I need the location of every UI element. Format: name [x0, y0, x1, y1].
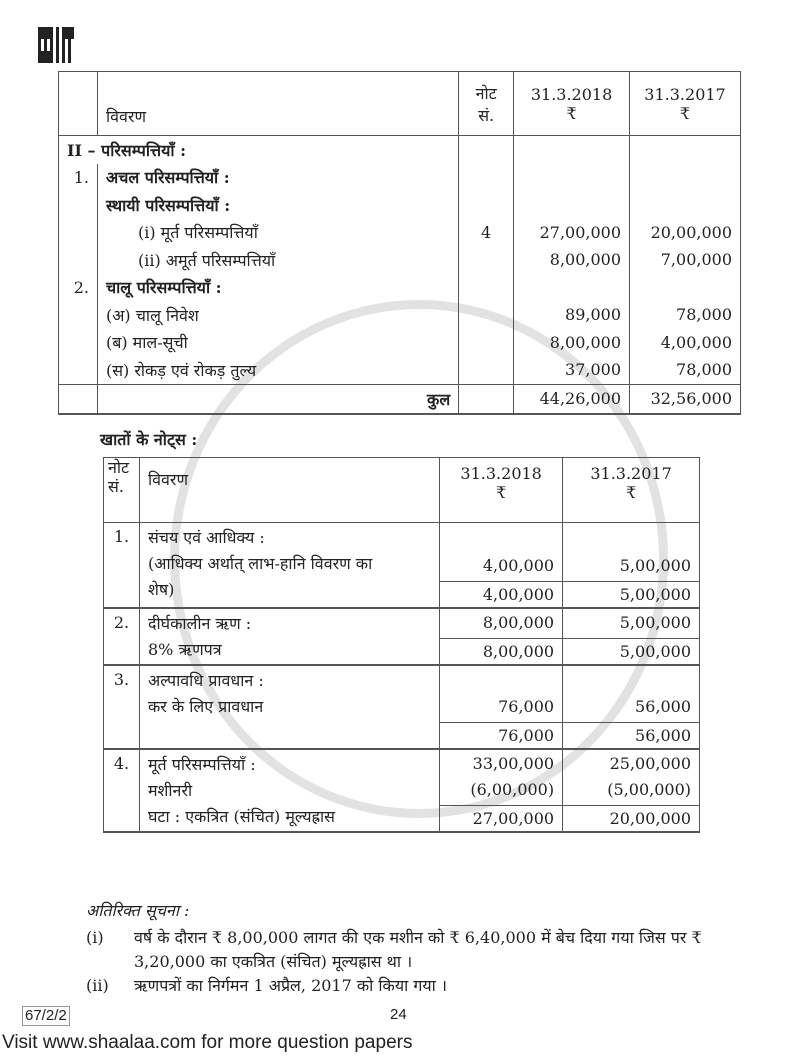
- amount-2018: 89,000: [514, 301, 630, 329]
- header-particulars: विवरण: [139, 458, 439, 523]
- table-row: [59, 246, 741, 274]
- note-total-2017: 5,00,000: [563, 582, 700, 609]
- amount-2018: 27,00,000: [514, 219, 630, 247]
- note-total-2017: 20,00,000: [563, 806, 700, 833]
- amount-2017: 20,00,000: [630, 219, 741, 247]
- header-particulars: विवरण: [97, 72, 458, 136]
- amount-2017: 7,00,000: [630, 246, 741, 274]
- row-label: (ii) अमूर्त परिसम्पत्तियाँ: [97, 246, 458, 274]
- row-note: 4: [459, 219, 514, 247]
- row-note: [459, 329, 514, 357]
- amount-2018: 8,00,000: [514, 329, 630, 357]
- note-amount-2018: 76,000: [440, 665, 563, 723]
- table-header: [104, 458, 700, 523]
- row-number: [59, 219, 98, 247]
- row-label: (स) रोकड़ एवं रोकड़ तुल्य: [97, 356, 458, 384]
- info-item: (ii) ऋणपत्रों का निर्गमन 1 अप्रैल, 2017 को किया गया ।: [86, 976, 447, 995]
- additional-info: [86, 900, 736, 998]
- amount-2018: 8,00,000: [514, 246, 630, 274]
- row-number: [59, 246, 98, 274]
- amount-2018: [514, 136, 630, 164]
- balance-sheet-table: [58, 71, 741, 415]
- row-note: [459, 356, 514, 384]
- table-row: [59, 329, 741, 357]
- note-total-2018: 27,00,000: [440, 806, 563, 833]
- note-amount-2018: 4,00,000: [440, 523, 563, 582]
- row-label: स्थायी परिसम्पत्तियाँ :: [97, 191, 458, 219]
- row-label: चालू परिसम्पत्तियाँ :: [97, 274, 458, 302]
- note-section: [104, 608, 700, 639]
- note-amount-2017: 56,000: [563, 665, 700, 723]
- qr-code: [38, 27, 74, 63]
- note-total-2017: 56,000: [563, 723, 700, 750]
- amount-2017: [630, 274, 741, 302]
- visit-link[interactable]: Visit www.shaalaa.com for more question papers: [2, 1032, 413, 1053]
- row-number: [59, 356, 98, 384]
- note-section: [104, 749, 700, 806]
- row-label: अचल परिसम्पत्तियाँ :: [97, 164, 458, 192]
- row-label: (ब) माल-सूची: [97, 329, 458, 357]
- note-amount-2017: 5,00,000: [563, 523, 700, 582]
- table-row: [59, 301, 741, 329]
- header-2017: 31.3.2017 ₹: [563, 458, 700, 523]
- note-amount-2017: 5,00,000: [563, 608, 700, 639]
- row-note: [459, 191, 514, 219]
- amount-2017: [630, 136, 741, 164]
- row-note: [459, 164, 514, 192]
- table-row: [59, 136, 741, 164]
- amount-2018: [514, 164, 630, 192]
- amount-2018: [514, 274, 630, 302]
- header-2018: 31.3.2018 ₹: [514, 72, 630, 136]
- table-header: [59, 72, 741, 136]
- note-total-2018: 76,000: [440, 723, 563, 750]
- total-2017: 32,56,000: [630, 384, 741, 414]
- header-note-no: नोट सं.: [459, 72, 514, 136]
- table-row: [59, 191, 741, 219]
- header-2018: 31.3.2018 ₹: [440, 458, 563, 523]
- table-row: [59, 219, 741, 247]
- note-number: 4.: [104, 749, 140, 832]
- table-row: [59, 164, 741, 192]
- note-particulars: अल्पावधि प्रावधान : कर के लिए प्रावधान: [139, 665, 439, 749]
- note-particulars: मूर्त परिसम्पत्तियाँ : मशीनरी घटा : एकत्रित (संचित) मूल्यह्रास: [139, 749, 439, 832]
- info-item: (i) वर्ष के दौरान ₹ 8,00,000 लागत की एक मशीन को ₹ 6,40,000 में बेच दिया गया जिस पर ₹ 3,20,000 का एकत्रित (संचित) मूल्यह्रास था ।: [86, 928, 702, 971]
- amount-2017: 78,000: [630, 356, 741, 384]
- amount-2018: 37,000: [514, 356, 630, 384]
- row-note: [459, 274, 514, 302]
- note-total-2018: 8,00,000: [440, 639, 563, 666]
- row-number: 1.: [59, 164, 98, 192]
- page-number: 24: [390, 1006, 407, 1023]
- table-row: [59, 356, 741, 384]
- total-2018: 44,26,000: [514, 384, 630, 414]
- note-amount-2018: 8,00,000: [440, 608, 563, 639]
- table-row: [59, 274, 741, 302]
- amount-2017: 78,000: [630, 301, 741, 329]
- row-label: (i) मूर्त परिसम्पत्तियाँ: [97, 219, 458, 247]
- note-total-2018: 4,00,000: [440, 582, 563, 609]
- total-label: कुल: [97, 384, 458, 414]
- row-number: 2.: [59, 274, 98, 302]
- amount-2017: [630, 164, 741, 192]
- row-number: [59, 329, 98, 357]
- amount-2017: 4,00,000: [630, 329, 741, 357]
- notes-table: [103, 457, 700, 833]
- total-row: [59, 384, 741, 414]
- row-number: [59, 191, 98, 219]
- row-label: (अ) चालू निवेश: [97, 301, 458, 329]
- header-2017: 31.3.2017 ₹: [630, 72, 741, 136]
- note-number: 1.: [104, 523, 140, 609]
- note-number: 3.: [104, 665, 140, 749]
- note-section: [104, 665, 700, 723]
- amount-2018: [514, 191, 630, 219]
- row-note: [459, 246, 514, 274]
- row-note: [459, 301, 514, 329]
- additional-info-label: अतिरिक्त सूचना :: [86, 901, 190, 920]
- paper-code: 67/2/2: [22, 1006, 70, 1026]
- notes-heading: खातों के नोट्स :: [100, 430, 198, 449]
- note-number: 2.: [104, 608, 140, 665]
- note-section: [104, 523, 700, 582]
- row-label: II – परिसम्पत्तियाँ :: [59, 136, 459, 164]
- note-particulars: दीर्घकालीन ऋण : 8% ऋणपत्र: [139, 608, 439, 665]
- note-amount-2018: 33,00,000 (6,00,000): [440, 749, 563, 806]
- note-total-2017: 5,00,000: [563, 639, 700, 666]
- note-amount-2017: 25,00,000 (5,00,000): [563, 749, 700, 806]
- header-note-no: नोट सं.: [104, 458, 140, 523]
- note-particulars: संचय एवं आधिक्य : (आधिक्य अर्थात् लाभ-हानि विवरण का शेष): [139, 523, 439, 609]
- row-number: [59, 301, 98, 329]
- row-note: [459, 136, 514, 164]
- amount-2017: [630, 191, 741, 219]
